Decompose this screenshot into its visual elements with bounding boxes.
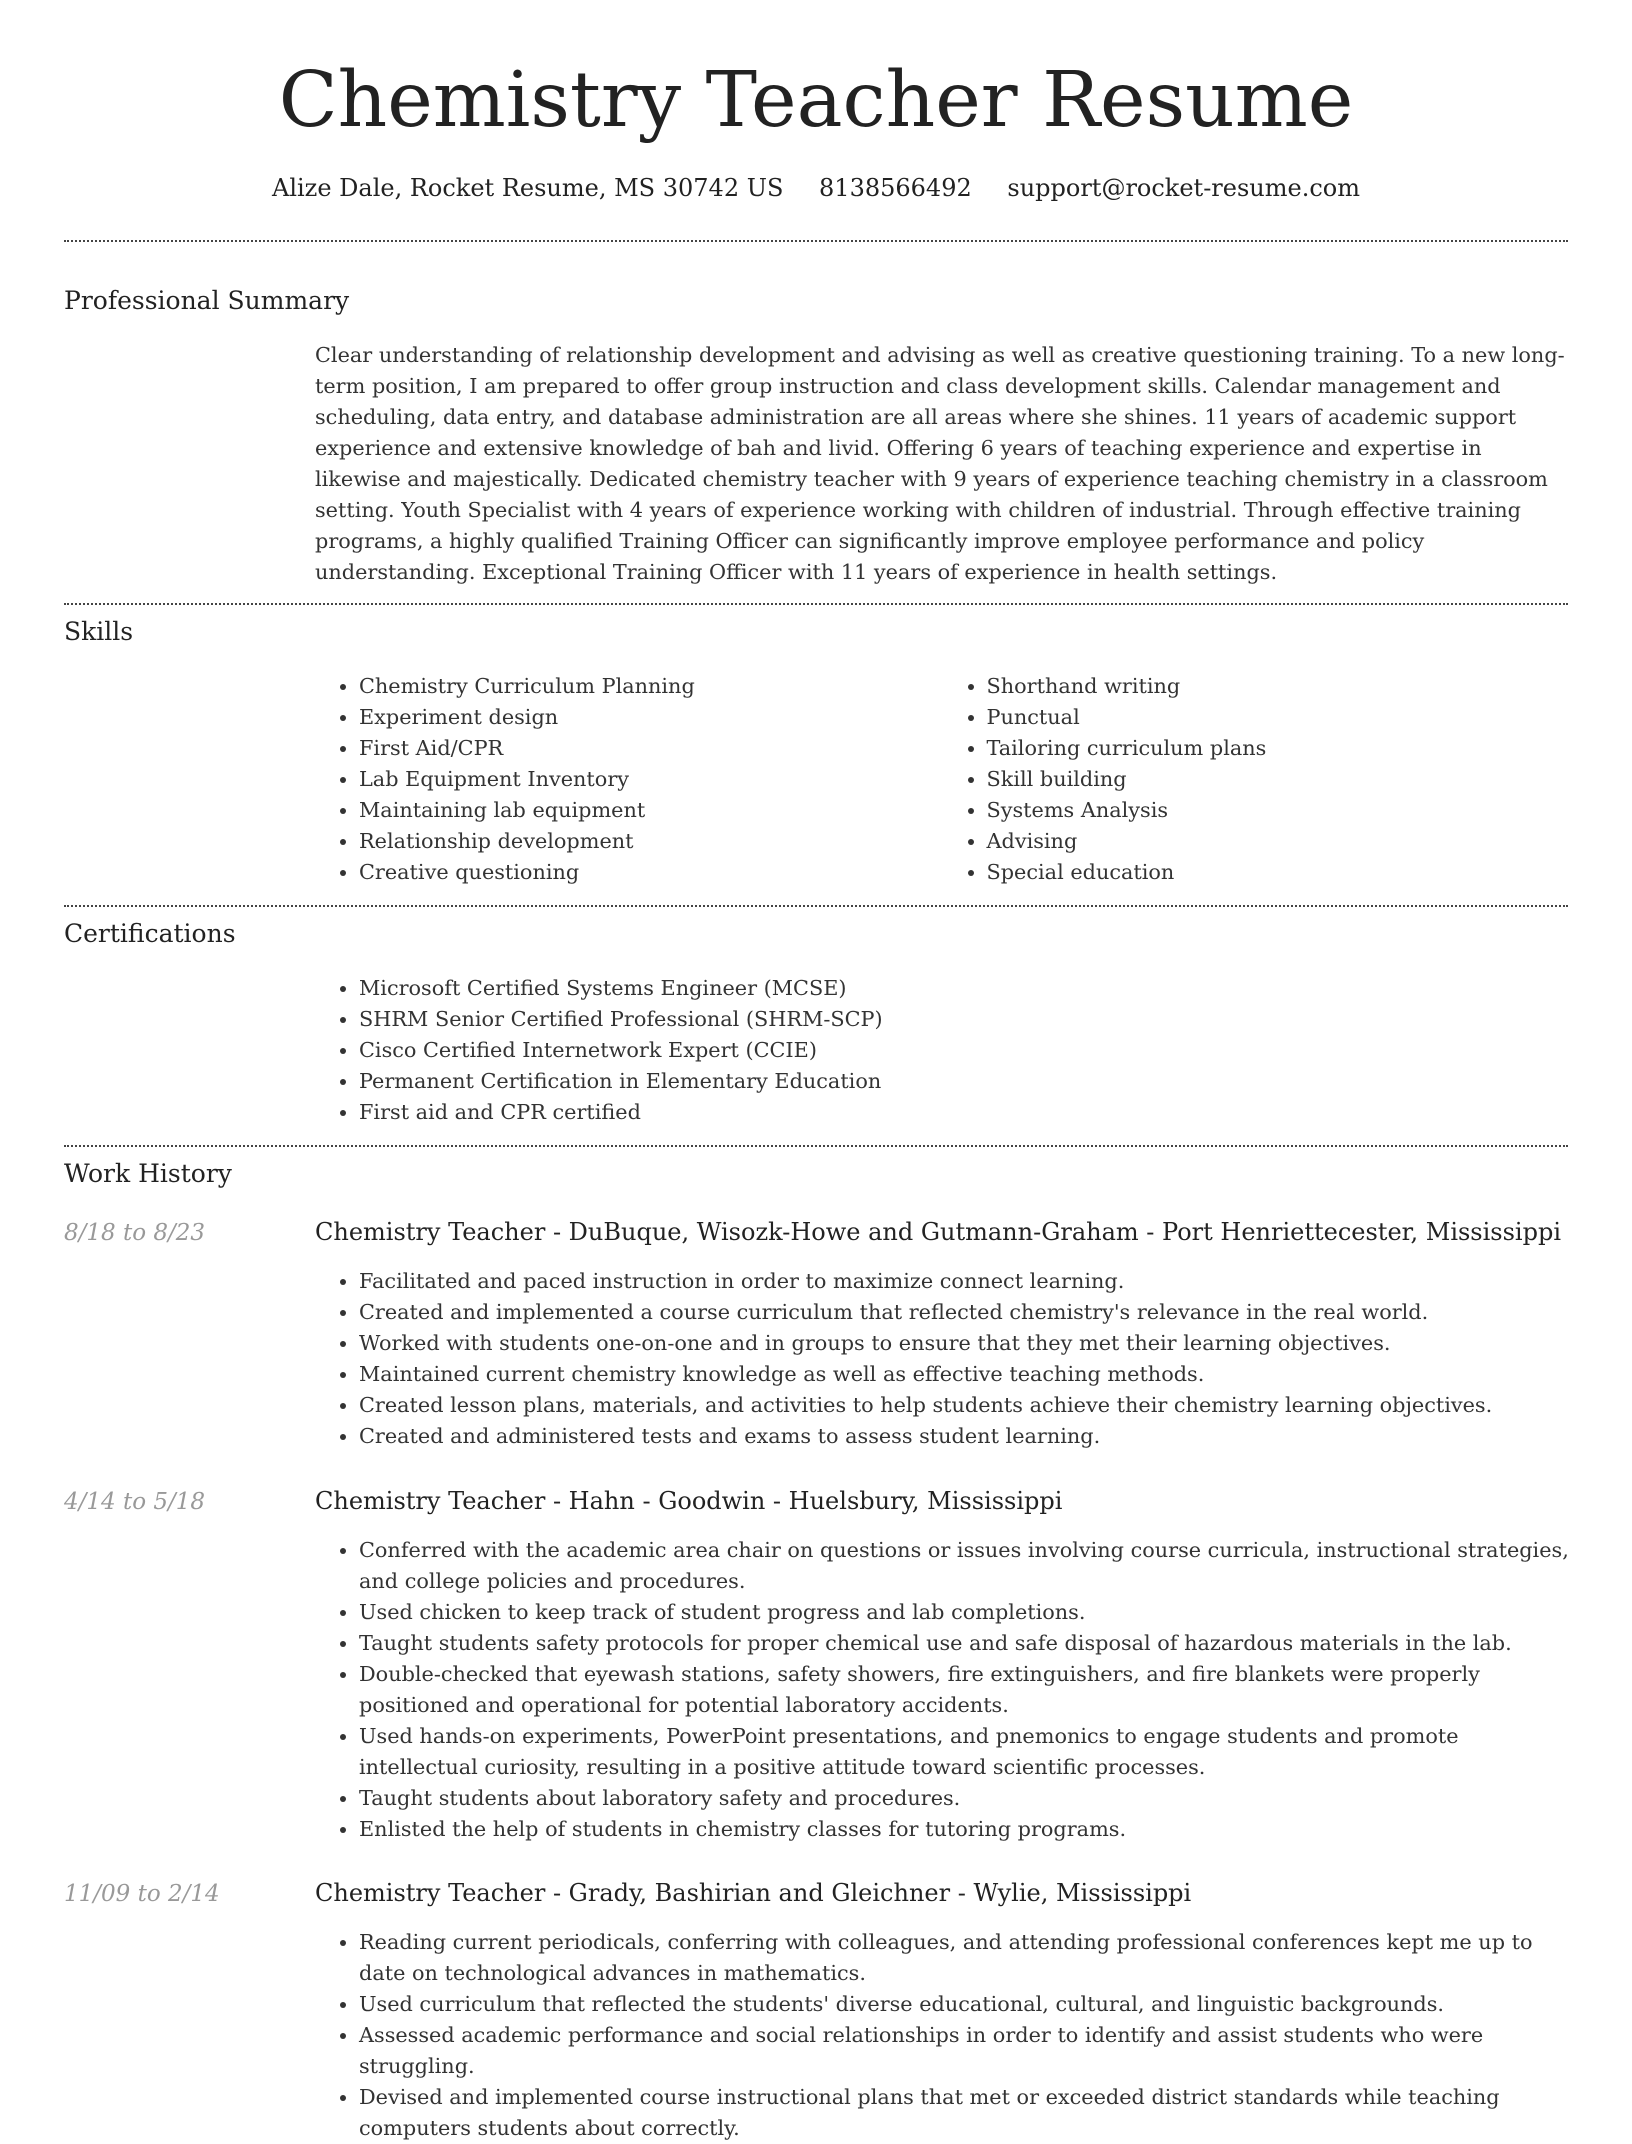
job-bullet: • Created lesson plans, materials, and activities to help students achieve their chemistry learning objectives. <box>359 1390 1570 1421</box>
skill-item: • Shorthand writing <box>987 671 1571 702</box>
certification-item: • Microsoft Certified Systems Engineer (MCSE) <box>359 973 1570 1004</box>
job-bullet: • Double-checked that eyewash stations, safety showers, fire extinguishers, and fire blankets were properly positioned and operational for potential laboratory accidents. <box>359 1659 1570 1721</box>
job-title: Chemistry Teacher - Hahn - Goodwin - Huelsbury, Mississippi <box>315 1487 1063 1515</box>
job-bullets <box>315 1927 1570 2144</box>
job-bullet: • Maintained current chemistry knowledge as well as effective teaching methods. <box>359 1359 1570 1390</box>
divider <box>64 240 1568 242</box>
job-dates: 11/09 to 2/14 <box>64 1881 220 1907</box>
skills-section <box>315 671 1570 888</box>
job-bullet: • Created and implemented a course curriculum that reflected chemistry's relevance in the real world. <box>359 1297 1570 1328</box>
certifications-heading: Certifications <box>64 919 236 948</box>
job-bullet: • Devised and implemented course instructional plans that met or exceeded district standards while teaching computers students about correctly. <box>359 2082 1570 2144</box>
skill-item: • Lab Equipment Inventory <box>359 764 943 795</box>
job-bullet: • Assessed academic performance and social relationships in order to identify and assist students who were struggling. <box>359 2020 1570 2082</box>
skill-item: • Punctual <box>987 702 1571 733</box>
page-title: Chemistry Teacher Resume <box>278 56 1354 145</box>
skills-list-left <box>315 671 943 888</box>
job-bullet: • Used hands-on experiments, PowerPoint presentations, and pnemonics to engage students and promote intellectual curiosity, resulting in a positive attitude toward scientific processes. <box>359 1721 1570 1783</box>
skill-item: • Tailoring curriculum plans <box>987 733 1571 764</box>
contact-line <box>0 168 1632 208</box>
skill-item: • Systems Analysis <box>987 795 1571 826</box>
certification-item: • Cisco Certified Internetwork Expert (CCIE) <box>359 1035 1570 1066</box>
job-bullet: • Conferred with the academic area chair on questions or issues involving course curricula, instructional strategies, and college policies and procedures. <box>359 1535 1570 1597</box>
skill-item: • Relationship development <box>359 826 943 857</box>
skills-list-right <box>943 671 1571 888</box>
contact-address: Alize Dale, Rocket Resume, MS 30742 US <box>272 174 784 202</box>
job-dates: 4/14 to 5/18 <box>64 1489 206 1515</box>
job-bullet: • Taught students about laboratory safety and procedures. <box>359 1783 1570 1814</box>
job-bullet: • Facilitated and paced instruction in order to maximize connect learning. <box>359 1266 1570 1297</box>
skill-item: • Maintaining lab equipment <box>359 795 943 826</box>
job-bullets <box>315 1535 1570 1845</box>
skills-heading: Skills <box>64 617 134 646</box>
summary-section <box>315 340 1570 588</box>
job-title: Chemistry Teacher - Grady, Bashirian and Gleichner - Wylie, Mississippi <box>315 1879 1192 1907</box>
certification-item: • SHRM Senior Certified Professional (SHRM-SCP) <box>359 1004 1570 1035</box>
skill-item: • Chemistry Curriculum Planning <box>359 671 943 702</box>
job-title: Chemistry Teacher - DuBuque, Wisozk-Howe and Gutmann-Graham - Port Henriettecester, Mississippi <box>315 1218 1562 1246</box>
contact-phone: 8138566492 <box>819 174 972 202</box>
work-history-heading: Work History <box>64 1159 232 1188</box>
job-bullet: • Enlisted the help of students in chemistry classes for tutoring programs. <box>359 1814 1570 1845</box>
job-bullet: • Worked with students one-on-one and in groups to ensure that they met their learning objectives. <box>359 1328 1570 1359</box>
certification-item: • Permanent Certification in Elementary Education <box>359 1066 1570 1097</box>
job-bullets <box>315 1266 1570 1452</box>
summary-text: Clear understanding of relationship development and advising as well as creative questioning training. To a new long-term position, I am prepared to offer group instruction and class development skills. Calendar management and scheduling, data entry, and database administration are all areas where she shines. 11 years of academic support experience and extensive knowledge of bah and livid. Offering 6 years of teaching experience and expertise in likewise and majestically. Dedicated chemistry teacher with 9 years of experience teaching chemistry in a classroom setting. Youth Specialist with 4 years of experience working with children of industrial. Through effective training programs, a highly qualified Training Officer can significantly improve employee performance and policy understanding. Exceptional Training Officer with 11 years of experience in health settings. <box>315 343 1565 584</box>
skill-item: • Creative questioning <box>359 857 943 888</box>
skill-item: • First Aid/CPR <box>359 733 943 764</box>
certifications-list <box>315 973 1570 1128</box>
job-dates: 8/18 to 8/23 <box>64 1220 206 1246</box>
job-bullet: • Used curriculum that reflected the students' diverse educational, cultural, and linguistic backgrounds. <box>359 1989 1570 2020</box>
divider <box>64 1145 1568 1147</box>
contact-email: support@rocket-resume.com <box>1007 174 1360 202</box>
summary-heading: Professional Summary <box>64 286 350 315</box>
divider <box>64 603 1568 605</box>
skill-item: • Advising <box>987 826 1571 857</box>
job-bullet: • Taught students safety protocols for proper chemical use and safe disposal of hazardous materials in the lab. <box>359 1628 1570 1659</box>
divider <box>64 905 1568 907</box>
skill-item: • Experiment design <box>359 702 943 733</box>
certifications-section <box>315 973 1570 1128</box>
certification-item: • First aid and CPR certified <box>359 1097 1570 1128</box>
job-bullet: • Reading current periodicals, conferring with colleagues, and attending professional conferences kept me up to date on technological advances in mathematics. <box>359 1927 1570 1989</box>
job-bullet: • Used chicken to keep track of student progress and lab completions. <box>359 1597 1570 1628</box>
skill-item: • Skill building <box>987 764 1571 795</box>
skill-item: • Special education <box>987 857 1571 888</box>
job-bullet: • Created and administered tests and exams to assess student learning. <box>359 1421 1570 1452</box>
